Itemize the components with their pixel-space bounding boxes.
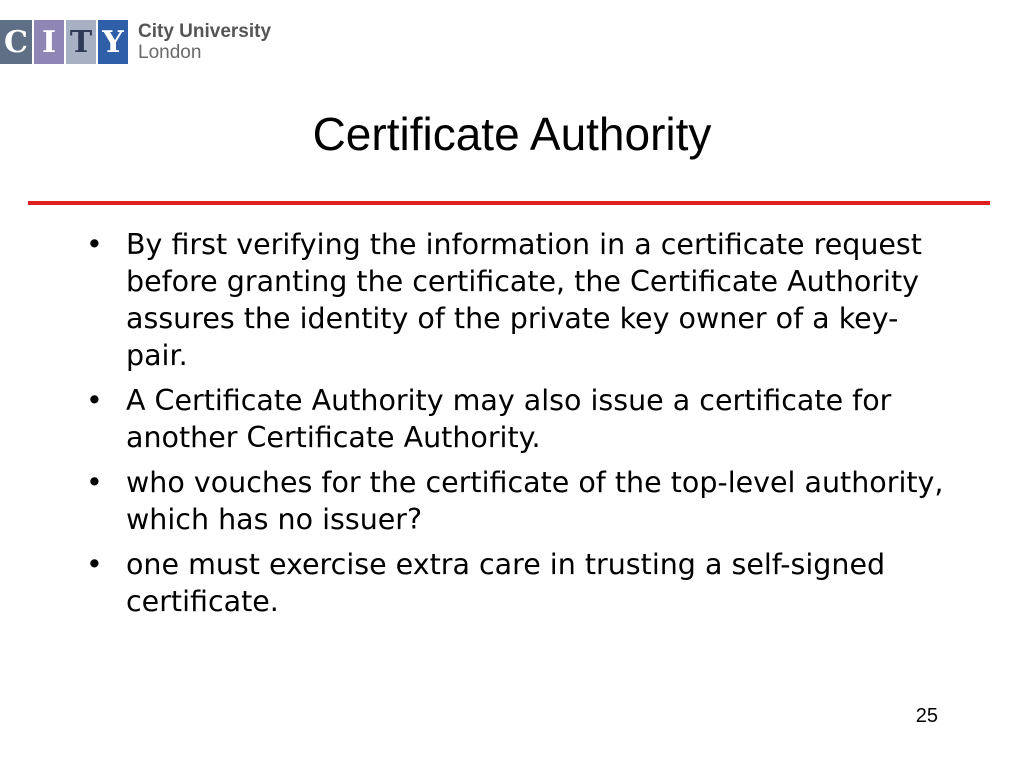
- bullet-text: By first verifying the information in a certificate request before granting the certificate, the Certificate Authority assures the identity of the private key owner of a key-pair.: [126, 228, 922, 372]
- bullet-dot: •: [86, 466, 103, 499]
- bullet-item: [86, 226, 946, 374]
- bullet-text: one must exercise extra care in trusting a self-signed certificate.: [126, 548, 886, 618]
- logo-letter-t: T: [66, 20, 96, 64]
- logo-letter-i: I: [34, 20, 64, 64]
- slide-title: Certificate Authority: [312, 108, 712, 160]
- logo-letter-c: C: [0, 20, 32, 64]
- page-number: 25: [915, 705, 938, 727]
- logo-tiles: [0, 20, 128, 64]
- title-divider: [28, 201, 990, 205]
- bullet-dot: •: [86, 384, 103, 417]
- bullet-item: [86, 382, 946, 456]
- bullet-text: A Certificate Authority may also issue a certificate for another Certificate Authority.: [126, 384, 892, 454]
- bullet-item: [86, 464, 946, 538]
- city-university-logo: [0, 20, 271, 64]
- logo-text: [138, 21, 271, 63]
- logo-letter-y: Y: [98, 20, 128, 64]
- logo-city-name: London: [138, 42, 202, 63]
- bullet-item: [86, 546, 946, 620]
- bullet-dot: •: [86, 228, 103, 261]
- bullet-text: who vouches for the certificate of the top-level authority, which has no issuer?: [126, 466, 944, 536]
- bullet-dot: •: [86, 548, 103, 581]
- logo-university-name: City University: [138, 21, 272, 42]
- bullet-list: [86, 226, 946, 628]
